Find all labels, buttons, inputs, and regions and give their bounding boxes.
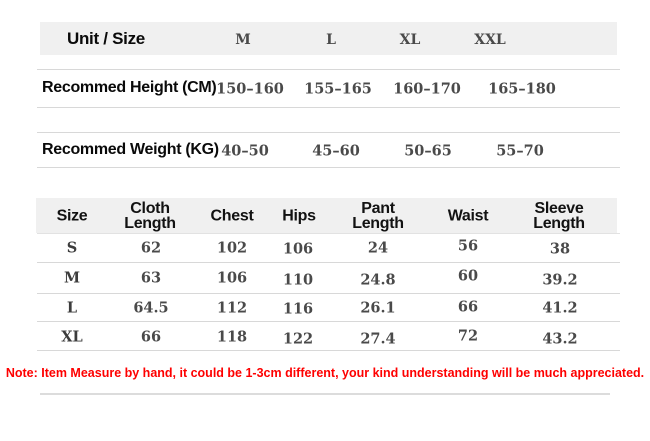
divider (37, 350, 620, 351)
unit-col-xl: XL (399, 32, 421, 48)
unit-col-l: L (326, 32, 336, 48)
col-header-size: Size (56, 207, 88, 225)
chest-cell: 102 (216, 239, 248, 257)
pant-length-cell: 24.8 (360, 271, 396, 289)
hips-cell: 110 (282, 271, 314, 289)
waist-cell: 56 (457, 237, 479, 255)
size-cell: XL (61, 328, 83, 346)
weight-xl: 50–65 (404, 142, 452, 160)
col-header-chest: Chest (210, 207, 254, 225)
divider (37, 233, 620, 234)
sleeve-length-cell: 39.2 (542, 271, 578, 289)
cloth-length-cell: 62 (140, 239, 162, 257)
divider (37, 321, 620, 322)
pant-length-cell: 26.1 (360, 299, 396, 317)
size-cell: M (63, 269, 81, 287)
divider (37, 107, 620, 108)
weight-xxl: 55–70 (496, 142, 544, 160)
height-l: 155–165 (304, 80, 372, 98)
divider (37, 167, 620, 168)
col-header-hips: Hips (282, 207, 316, 225)
waist-cell: 66 (457, 298, 479, 316)
waist-cell: 72 (457, 327, 479, 345)
unit-size-title: Unit / Size (67, 29, 145, 48)
chest-cell: 112 (216, 299, 248, 317)
sleeve-length-cell: 38 (549, 240, 571, 258)
hips-cell: 106 (282, 240, 314, 258)
unit-col-m: M (235, 32, 251, 48)
hips-cell: 122 (282, 330, 314, 348)
weight-m: 40–50 (221, 142, 269, 160)
cloth-length-cell: 66 (140, 328, 162, 346)
sleeve-length-cell: 41.2 (542, 299, 578, 317)
col-header-waist: Waist (447, 207, 489, 225)
cloth-length-cell: 64.5 (133, 299, 169, 317)
chest-cell: 106 (216, 269, 248, 287)
divider (37, 69, 620, 70)
divider (37, 132, 620, 133)
divider (37, 293, 620, 294)
pant-length-cell: 27.4 (360, 330, 396, 348)
pant-length-cell: 24 (367, 239, 389, 257)
unit-col-xxl: XXL (474, 32, 506, 48)
weight-l: 45–60 (312, 142, 360, 160)
measurement-note: Note: Item Measure by hand, it could be 1-3cm different, your kind understanding will be much appreciated. (5, 366, 645, 380)
col-header-pant-length: Pant Length (352, 200, 404, 232)
hips-cell: 116 (282, 300, 314, 318)
size-cell: S (66, 239, 78, 257)
divider (37, 262, 620, 263)
height-xl: 160–170 (393, 80, 461, 98)
height-m: 150–160 (216, 80, 284, 98)
weight-row-label: Recommed Weight (KG) (42, 141, 219, 158)
col-header-cloth-length: Cloth Length (124, 200, 176, 232)
col-header-sleeve-length: Sleeve Length (533, 200, 585, 232)
height-xxl: 165–180 (488, 80, 556, 98)
sleeve-length-cell: 43.2 (542, 330, 578, 348)
cloth-length-cell: 63 (140, 269, 162, 287)
waist-cell: 60 (457, 267, 479, 285)
height-row-label: Recommed Height (CM) (42, 79, 217, 96)
bottom-divider (40, 393, 610, 395)
size-cell: L (66, 299, 78, 317)
chest-cell: 118 (216, 328, 248, 346)
